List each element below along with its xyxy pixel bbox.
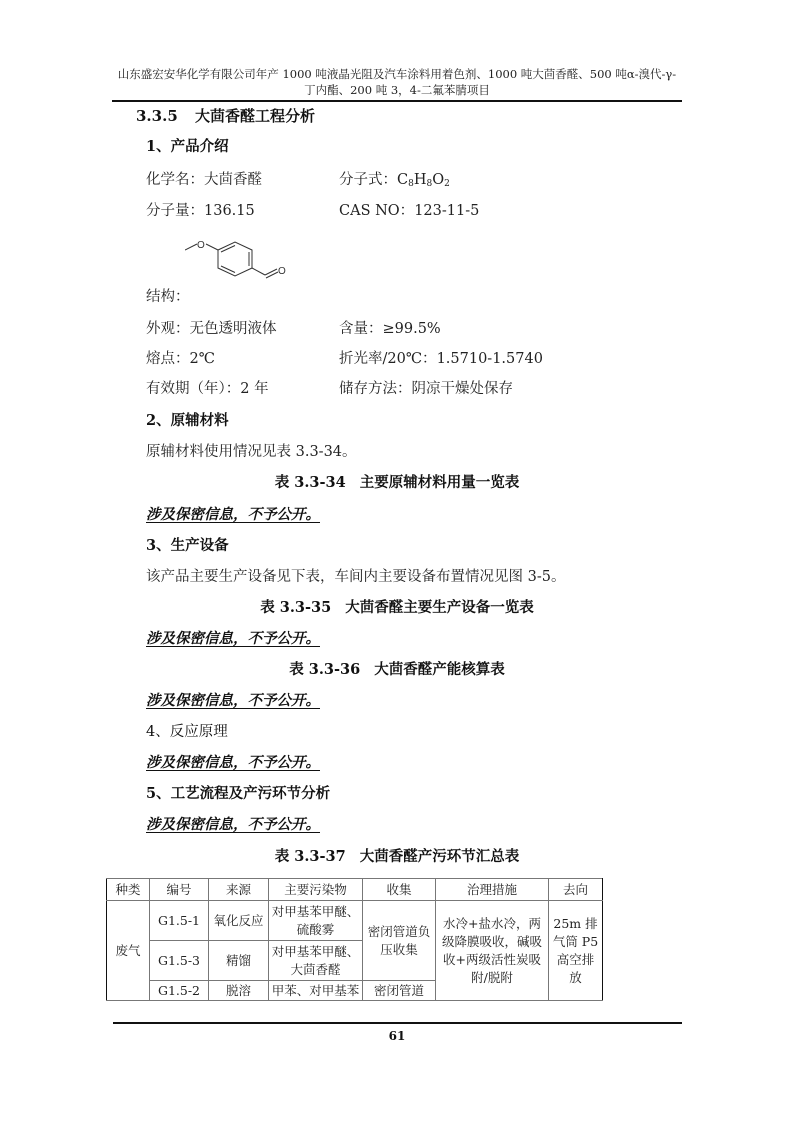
- chemical-name: [146, 170, 262, 190]
- svg-text:O: O: [197, 240, 205, 251]
- code-cell: G1.5-3: [150, 941, 209, 981]
- column-header: 治理措施: [436, 879, 549, 901]
- column-header: 主要污染物: [269, 879, 363, 901]
- storage-value: 阴凉干燥处保存: [411, 381, 513, 397]
- pollutants-cell: 对甲基苯甲醚、大茴香醛: [269, 941, 363, 981]
- raw-materials-text: 原辅材料使用情况见表 3.3-34。: [146, 444, 357, 460]
- caption-number: 表 3.3-34: [274, 474, 346, 491]
- source-cell: 脱溶: [209, 981, 269, 1001]
- section-title: [136, 106, 315, 126]
- caption-table-3-3-34: [112, 473, 682, 493]
- caption-table-3-3-35: [112, 598, 682, 618]
- cas-number: [339, 201, 479, 221]
- shelf-life-value: 2 年: [240, 381, 269, 397]
- caption-number: 表 3.3-35: [260, 599, 332, 616]
- heading-process-flow: 5、工艺流程及产污环节分析: [146, 785, 331, 802]
- appearance-value: 无色透明液体: [189, 321, 277, 337]
- content: [339, 319, 441, 339]
- confidential-notice: 涉及保密信息，不予公开。: [146, 754, 320, 771]
- column-header: 来源: [209, 879, 269, 901]
- heading-raw-materials: 2、原辅材料: [146, 412, 229, 429]
- caption-title: 大茴香醛主要生产设备一览表: [345, 599, 534, 616]
- molecular-formula: [339, 170, 450, 194]
- molecular-weight: [146, 201, 255, 221]
- caption-title: 大茴香醛产能核算表: [374, 661, 505, 678]
- collection-cell: 密闭管道: [363, 981, 436, 1001]
- svg-text:O: O: [278, 266, 286, 277]
- shelf-life: [146, 379, 269, 399]
- chemical-structure-diagram: [185, 238, 295, 286]
- caption-table-3-3-36: [112, 660, 682, 680]
- refractive-index-label: 折光率/20℃：: [339, 351, 437, 367]
- source-cell: 氧化反应: [209, 901, 269, 941]
- cas-label: CAS NO：: [339, 203, 415, 219]
- refractive-index-value: 1.5710-1.5740: [436, 351, 543, 367]
- caption-number: 表 3.3-37: [274, 848, 346, 865]
- column-header: 收集: [363, 879, 436, 901]
- column-header: 种类: [107, 879, 150, 901]
- caption-title: 大茴香醛产污环节汇总表: [359, 848, 520, 865]
- appearance: [146, 319, 277, 339]
- formula-value: $C_8H_8O_2$: [397, 172, 450, 189]
- section-title-text: 大茴香醛工程分析: [195, 107, 316, 125]
- content-label: 含量：: [339, 321, 383, 337]
- confidential-notice: 涉及保密信息，不予公开。: [146, 692, 320, 709]
- code-cell: G1.5-2: [150, 981, 209, 1001]
- heading-equipment: 3、生产设备: [146, 537, 229, 554]
- category-cell: 废气: [107, 901, 150, 1001]
- molecular-weight-value: 136.15: [204, 203, 255, 219]
- content-value: ≥99.5%: [382, 321, 441, 337]
- section-number: 3.3.5: [136, 107, 178, 125]
- molecular-weight-label: 分子量：: [146, 203, 204, 219]
- caption-title: 主要原辅材料用量一览表: [359, 474, 520, 491]
- destination-cell: 25m 排气筒 P5 高空排放: [549, 901, 603, 1001]
- footer-divider: [113, 1022, 682, 1024]
- column-header: 编号: [150, 879, 209, 901]
- pollutants-cell: 甲苯、对甲基苯: [269, 981, 363, 1001]
- table-header-row: [107, 879, 603, 901]
- caption-number: 表 3.3-36: [289, 661, 361, 678]
- code-cell: G1.5-1: [150, 901, 209, 941]
- equipment-text: 该产品主要生产设备见下表，车间内主要设备布置情况见图 3-5。: [146, 569, 566, 585]
- page-header-line-2: 丁内酯、200 吨 3，4-二氟苯腈项目: [304, 83, 490, 97]
- refractive-index: [339, 349, 543, 369]
- pollutants-cell: 对甲基苯甲醚、硫酸雾: [269, 901, 363, 941]
- chemical-name-label: 化学名：: [146, 172, 204, 188]
- page-header-line-1: 山东盛宏安华化学有限公司年产 1000 吨液晶光阻及汽车涂料用着色剂、1000 吨大茴香醛、500 吨α-溴代-γ-: [117, 67, 677, 81]
- collection-cell: 密闭管道负压收集: [363, 901, 436, 981]
- page-number: 61: [388, 1029, 406, 1043]
- column-header: 去向: [549, 879, 603, 901]
- table-row: [107, 901, 603, 941]
- cas-value: 123-11-5: [414, 203, 480, 219]
- confidential-notice: 涉及保密信息，不予公开。: [146, 506, 320, 523]
- confidential-notice: 涉及保密信息，不予公开。: [146, 816, 320, 833]
- shelf-life-label: 有效期（年）：: [146, 381, 241, 397]
- pollution-summary-table: [106, 878, 603, 1001]
- page-header: [112, 66, 682, 98]
- treatment-cell: 水冷+盐水冷，两级降膜吸收，碱吸收+两级活性炭吸附/脱附: [436, 901, 549, 1001]
- appearance-label: 外观：: [146, 321, 190, 337]
- source-cell: 精馏: [209, 941, 269, 981]
- heading-product-intro: 1、产品介绍: [146, 138, 229, 155]
- heading-reaction-principle: 4、反应原理: [146, 724, 228, 740]
- storage-method: [339, 379, 513, 399]
- caption-table-3-3-37: [112, 847, 682, 867]
- melting-point-value: 2℃: [189, 351, 215, 367]
- structure-label: 结构：: [146, 289, 190, 305]
- chemical-name-value: 大茴香醛: [204, 172, 262, 188]
- storage-label: 储存方法：: [339, 381, 412, 397]
- formula-label: 分子式：: [339, 172, 397, 188]
- header-divider: [112, 100, 682, 102]
- melting-point: [146, 349, 215, 369]
- confidential-notice: 涉及保密信息，不予公开。: [146, 630, 320, 647]
- melting-point-label: 熔点：: [146, 351, 190, 367]
